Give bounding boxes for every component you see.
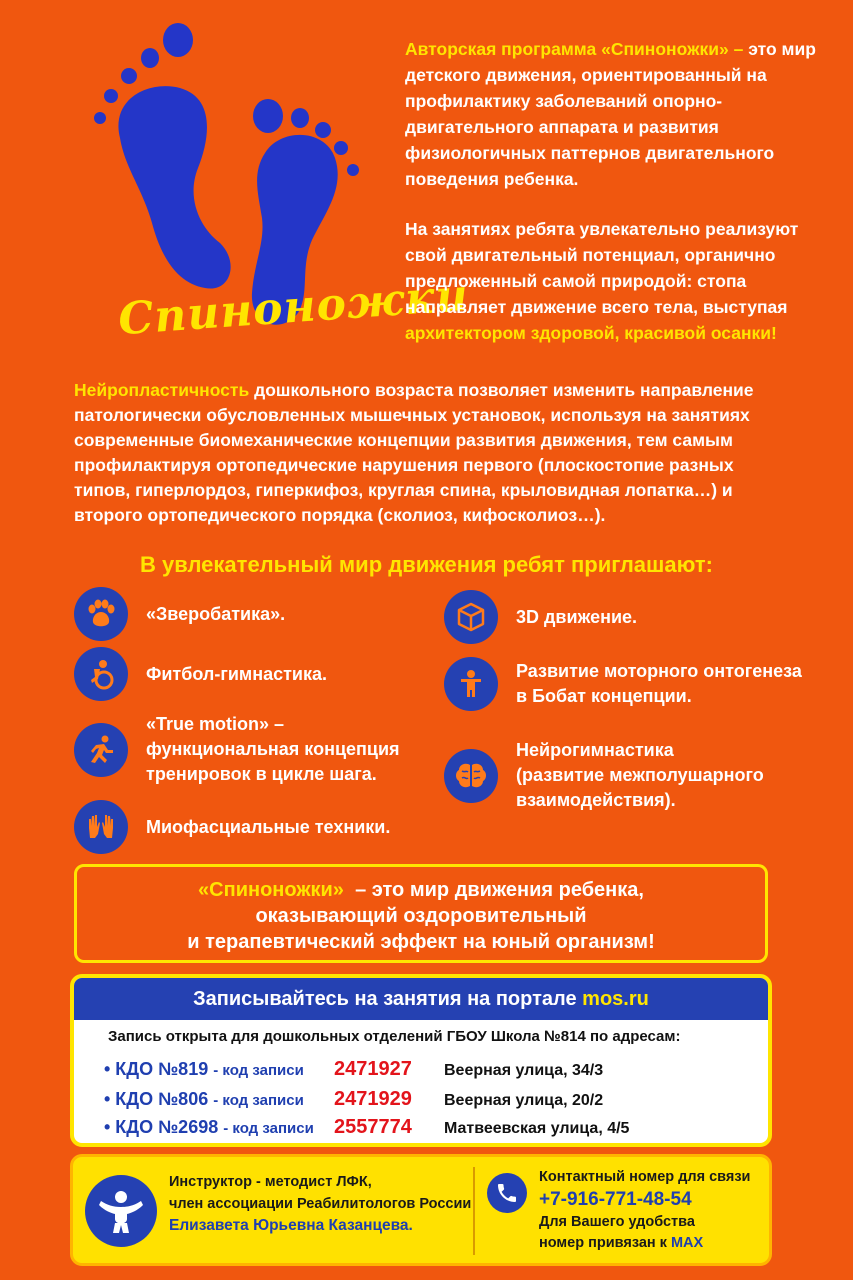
- neuro-text: дошкольного возраста позволяет изменить направление патологически обусловленных мышечных установок, используя на занятиях современные биомеханические концепции развития движения, тем самым профилактируя ортопедические нарушения первого (плоскостопие разных типов, гиперлордоз, гиперкифоз, круглая спина, крыловидная лопатка…) и второго ортопедического порядка (сколиоз, кифосколиоз…).: [74, 380, 754, 525]
- contact-info: [539, 1167, 750, 1254]
- signup-header-text: Записывайтесь на занятия на портале: [193, 988, 577, 1010]
- address: Веерная улица, 20/2: [444, 1092, 604, 1109]
- divider: [473, 1167, 475, 1255]
- table-row: [104, 1116, 629, 1139]
- feature-neurogym-label: Нейрогимнастика (развитие межполушарного взаимодействия).: [516, 740, 764, 810]
- slogan-box: [74, 864, 768, 963]
- cube-icon: [444, 590, 498, 644]
- feature-myofascial-label: Миофасциальные техники.: [146, 816, 391, 837]
- intro-block: [405, 36, 835, 346]
- instructor-line-2: член ассоциации Реабилитологов России: [169, 1196, 472, 1212]
- note-line-1: Для Вашего удобства: [539, 1214, 695, 1230]
- code-value: 2471927: [334, 1058, 412, 1080]
- feature-3d: [444, 590, 637, 644]
- signup-subtitle: Запись открыта для дошкольных отделений ГБОУ Школа №814 по адресам:: [108, 1028, 681, 1045]
- phone-icon: [487, 1173, 527, 1213]
- intro-text-1: это мир детского движения, ориентированный на профилактику заболеваний опорно-двигательного аппарата и развития физиологичных паттернов двигательного поведения ребенка.: [405, 39, 816, 189]
- invite-title: В увлекательный мир движения ребят приглашают:: [140, 552, 713, 577]
- feature-truemotion-label: «True motion» – функциональная концепция тренировок в цикле шага.: [146, 714, 400, 784]
- code-value: 2471929: [334, 1088, 412, 1110]
- person-logo-icon: [85, 1175, 157, 1247]
- hands-icon: [74, 800, 128, 854]
- address: Веерная улица, 34/3: [444, 1062, 604, 1079]
- feature-fitball-label: Фитбол-гимнастика.: [146, 663, 328, 684]
- feature-neurogym: [444, 738, 764, 813]
- footer-box: [70, 1154, 772, 1266]
- slogan-highlight: «Спиноножки»: [198, 879, 344, 901]
- table-row: [104, 1058, 603, 1081]
- feature-fitball: [74, 647, 327, 701]
- address: Матвеевская улица, 4/5: [444, 1120, 630, 1137]
- instructor-info: [169, 1171, 471, 1237]
- kdo-name: • КДО №806: [104, 1089, 209, 1109]
- signup-box: [70, 974, 772, 1147]
- child-icon: [444, 657, 498, 711]
- code-label: - код записи: [223, 1120, 314, 1137]
- intro-text-2: На занятиях ребята увлекательно реализуют свой двигательный потенциал, органично предложенный самой природой: стопа направляет движение всего тела, выступая: [405, 219, 799, 317]
- feature-zoo: [74, 587, 285, 641]
- feature-motor: [444, 657, 802, 711]
- logo-text: Спиноножки: [116, 269, 471, 346]
- brain-icon: [444, 749, 498, 803]
- feature-truemotion: [74, 712, 400, 787]
- feature-zoo-label: «Зверобатика».: [146, 603, 286, 624]
- neuroplasticity-paragraph: [74, 378, 794, 528]
- table-row: [104, 1088, 603, 1111]
- portal-link[interactable]: mos.ru: [582, 988, 649, 1010]
- runner-icon: [74, 723, 128, 777]
- paw-icon: [74, 587, 128, 641]
- feature-myofascial: [74, 800, 390, 854]
- contact-label: Контактный номер для связи: [539, 1169, 751, 1185]
- code-value: 2557774: [334, 1116, 412, 1138]
- fitball-icon: [74, 647, 128, 701]
- kdo-name: • КДО №2698: [104, 1117, 219, 1137]
- instructor-name: Елизавета Юрьевна Казанцева.: [169, 1217, 413, 1234]
- feature-3d-label: 3D движение.: [516, 606, 638, 627]
- note-prefix: номер привязан к: [539, 1235, 667, 1251]
- slogan-line-2: оказывающий оздоровительный: [255, 905, 587, 927]
- slogan-line-1: – это мир движения ребенка,: [355, 879, 644, 901]
- code-label: - код записи: [213, 1062, 304, 1079]
- intro-highlight: Авторская программа «Спиноножки» –: [405, 39, 744, 59]
- intro-highlight-2: архитектором здоровой, красивой осанки!: [405, 323, 777, 343]
- slogan-line-3: и терапевтический эффект на юный организм!: [187, 931, 655, 953]
- neuro-highlight: Нейропластичность: [74, 380, 250, 400]
- signup-header: [74, 978, 768, 1020]
- instructor-line-1: Инструктор - методист ЛФК,: [169, 1174, 372, 1190]
- code-label: - код записи: [213, 1092, 304, 1109]
- phone-number[interactable]: +7-916-771-48-54: [539, 1189, 692, 1210]
- kdo-name: • КДО №819: [104, 1059, 209, 1079]
- max-app-name: MAX: [670, 1235, 704, 1251]
- feature-motor-label: Развитие моторного онтогенеза в Бобат концепции.: [516, 661, 802, 706]
